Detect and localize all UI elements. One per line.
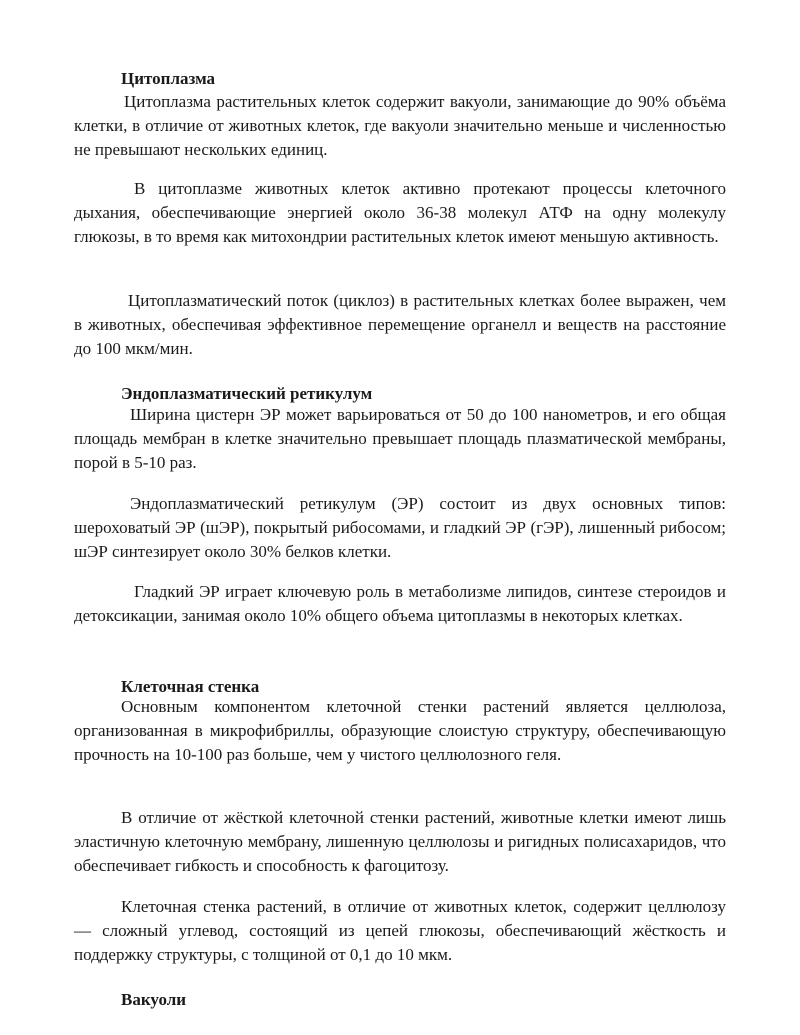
paragraph-cell-wall-3: Клеточная стенка растений, в отличие от животных клеток, содержит целлюлозу — сложный углевод, состоящий из цепей глюкозы, обеспечивающий жёсткость и поддержку структуры, с толщиной от 0,1 до 10 мкм.: [74, 897, 726, 965]
paragraph-er-1: Ширина цистерн ЭР может варьироваться от 50 до 100 нанометров, и его общая площадь мембран в клетке значительно превышает площадь плазматической мембраны, порой в 5-10 раз.: [74, 405, 726, 473]
section-heading-vacuoles: Вакуоли: [121, 990, 187, 1009]
paragraph-cell-wall-1: Основным компонентом клеточной стенки растений является целлюлоза, организованная в микрофибриллы, образующие слоистую структуру, обеспечивающую прочность на 10-100 раз больше, чем у чистого целлюлозного геля.: [74, 697, 726, 765]
section-heading-er: Эндоплазматический ретикулум: [121, 384, 373, 403]
section-heading-cell-wall: Клеточная стенка: [121, 677, 260, 696]
paragraph-cytoplasm-2: В цитоплазме животных клеток активно протекают процессы клеточного дыхания, обеспечивающие энергией около 36-38 молекул АТФ на одну молекулу глюкозы, в то время как митохондрии растительных клеток имеют меньшую активность.: [74, 179, 726, 247]
paragraph-cell-wall-2: В отличие от жёсткой клеточной стенки растений, животные клетки имеют лишь эластичную клеточную мембрану, лишенную целлюлозы и ригидных полисахаридов, что обеспечивает гибкость и способность к фагоцитозу.: [74, 808, 726, 876]
paragraph-cytoplasm-3: Цитоплазматический поток (циклоз) в растительных клетках более выражен, чем в животных, обеспечивая эффективное перемещение органелл и веществ на расстояние до 100 мкм/мин.: [74, 291, 726, 359]
section-heading-cytoplasm: Цитоплазма: [121, 69, 216, 88]
paragraph-er-3: Гладкий ЭР играет ключевую роль в метаболизме липидов, синтезе стероидов и детоксикации, занимая около 10% общего объема цитоплазмы в некоторых клетках.: [74, 582, 726, 626]
paragraph-er-2: Эндоплазматический ретикулум (ЭР) состоит из двух основных типов: шероховатый ЭР (шЭР), покрытый рибосомами, и гладкий ЭР (гЭР), лишенный рибосом; шЭР синтезирует около 30% белков клетки.: [74, 494, 726, 562]
paragraph-cytoplasm-1: Цитоплазма растительных клеток содержит вакуоли, занимающие до 90% объёма клетки, в отличие от животных клеток, где вакуоли значительно меньше и численностью не превышают нескольких единиц.: [74, 92, 726, 160]
